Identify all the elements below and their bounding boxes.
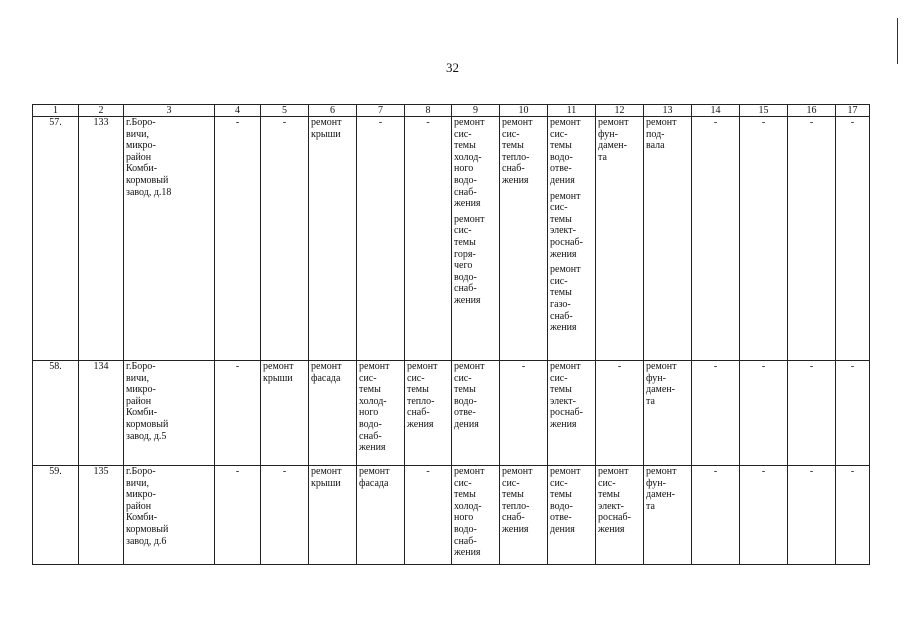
table-cell bbox=[309, 466, 357, 565]
table-cell bbox=[548, 466, 596, 565]
column-header: 3 bbox=[124, 105, 215, 117]
work-item: ремонт сис- темы холод- ного водо- снаб- жения bbox=[454, 466, 485, 559]
address-cell bbox=[124, 361, 215, 466]
work-item: ремонт фун- дамен- та bbox=[646, 466, 677, 512]
table-cell bbox=[596, 117, 644, 361]
table-cell bbox=[644, 466, 692, 565]
page-number: 32 bbox=[446, 60, 459, 75]
work-item: ремонт сис- темы горя- чего водо- снаб- жения bbox=[454, 213, 485, 306]
table-cell: - bbox=[740, 466, 788, 565]
work-item: ремонт сис- темы водо- отве- дения bbox=[550, 117, 581, 186]
work-item: ремонт крыши bbox=[311, 117, 342, 140]
work-item: ремонт сис- темы газо- снаб- жения bbox=[550, 264, 581, 334]
table-row bbox=[33, 466, 870, 565]
table-cell: - bbox=[788, 466, 836, 565]
house-number: 133 bbox=[79, 117, 124, 361]
work-item: ремонт сис- темы тепло- снаб- жения bbox=[502, 466, 533, 535]
table-cell: - bbox=[405, 117, 452, 361]
address-text: г.Боро- вичи, микро- район Комби- кормовый завод, д.18 bbox=[126, 117, 172, 198]
table-cell: - bbox=[261, 466, 309, 565]
column-header: 7 bbox=[357, 105, 405, 117]
work-item: ремонт сис- темы холод- ного водо- снаб- жения bbox=[454, 117, 485, 210]
table-cell: - bbox=[692, 466, 740, 565]
column-header: 12 bbox=[596, 105, 644, 117]
table-cell bbox=[548, 361, 596, 466]
table-cell: - bbox=[215, 466, 261, 565]
house-number: 134 bbox=[79, 361, 124, 466]
table-cell: - bbox=[215, 117, 261, 361]
table-cell: - bbox=[215, 361, 261, 466]
table-row bbox=[33, 361, 870, 466]
work-schedule-table bbox=[32, 104, 870, 565]
table-cell: - bbox=[405, 466, 452, 565]
column-header: 5 bbox=[261, 105, 309, 117]
table-cell: - bbox=[692, 117, 740, 361]
column-number-header-row bbox=[33, 105, 870, 117]
work-item: ремонт сис- темы холод- ного водо- снаб- жения bbox=[359, 361, 390, 454]
table-cell: - bbox=[788, 361, 836, 466]
table-cell: - bbox=[261, 117, 309, 361]
table-cell bbox=[261, 361, 309, 466]
table-cell bbox=[452, 361, 500, 466]
work-item: ремонт сис- темы водо- отве- дения bbox=[454, 361, 485, 430]
table-cell: - bbox=[836, 361, 870, 466]
house-number: 135 bbox=[79, 466, 124, 565]
table-row bbox=[33, 117, 870, 361]
column-header: 16 bbox=[788, 105, 836, 117]
table-cell bbox=[644, 117, 692, 361]
table-cell: - bbox=[500, 361, 548, 466]
table-cell: - bbox=[788, 117, 836, 361]
table-cell bbox=[357, 466, 405, 565]
work-item: ремонт под- вала bbox=[646, 117, 677, 152]
table-cell bbox=[548, 117, 596, 361]
column-header: 14 bbox=[692, 105, 740, 117]
row-number: 57. bbox=[33, 117, 79, 361]
column-header: 6 bbox=[309, 105, 357, 117]
column-header: 1 bbox=[33, 105, 79, 117]
address-text: г.Боро- вичи, микро- район Комби- кормовый завод, д.6 bbox=[126, 466, 169, 547]
work-item: ремонт сис- темы водо- отве- дения bbox=[550, 466, 581, 535]
work-item: ремонт крыши bbox=[311, 466, 342, 489]
work-item: ремонт фун- дамен- та bbox=[646, 361, 677, 407]
table-cell bbox=[644, 361, 692, 466]
column-header: 15 bbox=[740, 105, 788, 117]
work-item: ремонт сис- темы элект- роснаб- жения bbox=[550, 361, 583, 430]
column-header: 10 bbox=[500, 105, 548, 117]
column-header: 11 bbox=[548, 105, 596, 117]
table-cell: - bbox=[836, 117, 870, 361]
table-cell: - bbox=[740, 117, 788, 361]
address-text: г.Боро- вичи, микро- район Комби- кормовый завод, д.5 bbox=[126, 361, 169, 442]
margin-rule bbox=[897, 18, 898, 64]
column-header: 8 bbox=[405, 105, 452, 117]
table-cell: - bbox=[357, 117, 405, 361]
work-item: ремонт сис- темы элект- роснаб- жения bbox=[550, 190, 583, 260]
column-header: 17 bbox=[836, 105, 870, 117]
table-cell bbox=[452, 466, 500, 565]
table-cell bbox=[500, 466, 548, 565]
row-number: 59. bbox=[33, 466, 79, 565]
table-cell bbox=[405, 361, 452, 466]
work-item: ремонт сис- темы тепло- снаб- жения bbox=[502, 117, 533, 186]
table-cell bbox=[500, 117, 548, 361]
address-cell bbox=[124, 117, 215, 361]
work-item: ремонт крыши bbox=[263, 361, 294, 384]
column-header: 4 bbox=[215, 105, 261, 117]
row-number: 58. bbox=[33, 361, 79, 466]
table-cell bbox=[309, 361, 357, 466]
address-cell bbox=[124, 466, 215, 565]
table-cell bbox=[309, 117, 357, 361]
table-cell bbox=[596, 466, 644, 565]
column-header: 13 bbox=[644, 105, 692, 117]
work-item: ремонт фасада bbox=[311, 361, 342, 384]
column-header: 2 bbox=[79, 105, 124, 117]
work-item: ремонт фун- дамен- та bbox=[598, 117, 629, 163]
table-cell bbox=[452, 117, 500, 361]
table-cell: - bbox=[740, 361, 788, 466]
table-cell: - bbox=[596, 361, 644, 466]
work-item: ремонт сис- темы элект- роснаб- жения bbox=[598, 466, 631, 535]
work-item: ремонт фасада bbox=[359, 466, 390, 489]
work-item: ремонт сис- темы тепло- снаб- жения bbox=[407, 361, 438, 430]
table-cell: - bbox=[692, 361, 740, 466]
table-cell bbox=[357, 361, 405, 466]
table-cell: - bbox=[836, 466, 870, 565]
column-header: 9 bbox=[452, 105, 500, 117]
